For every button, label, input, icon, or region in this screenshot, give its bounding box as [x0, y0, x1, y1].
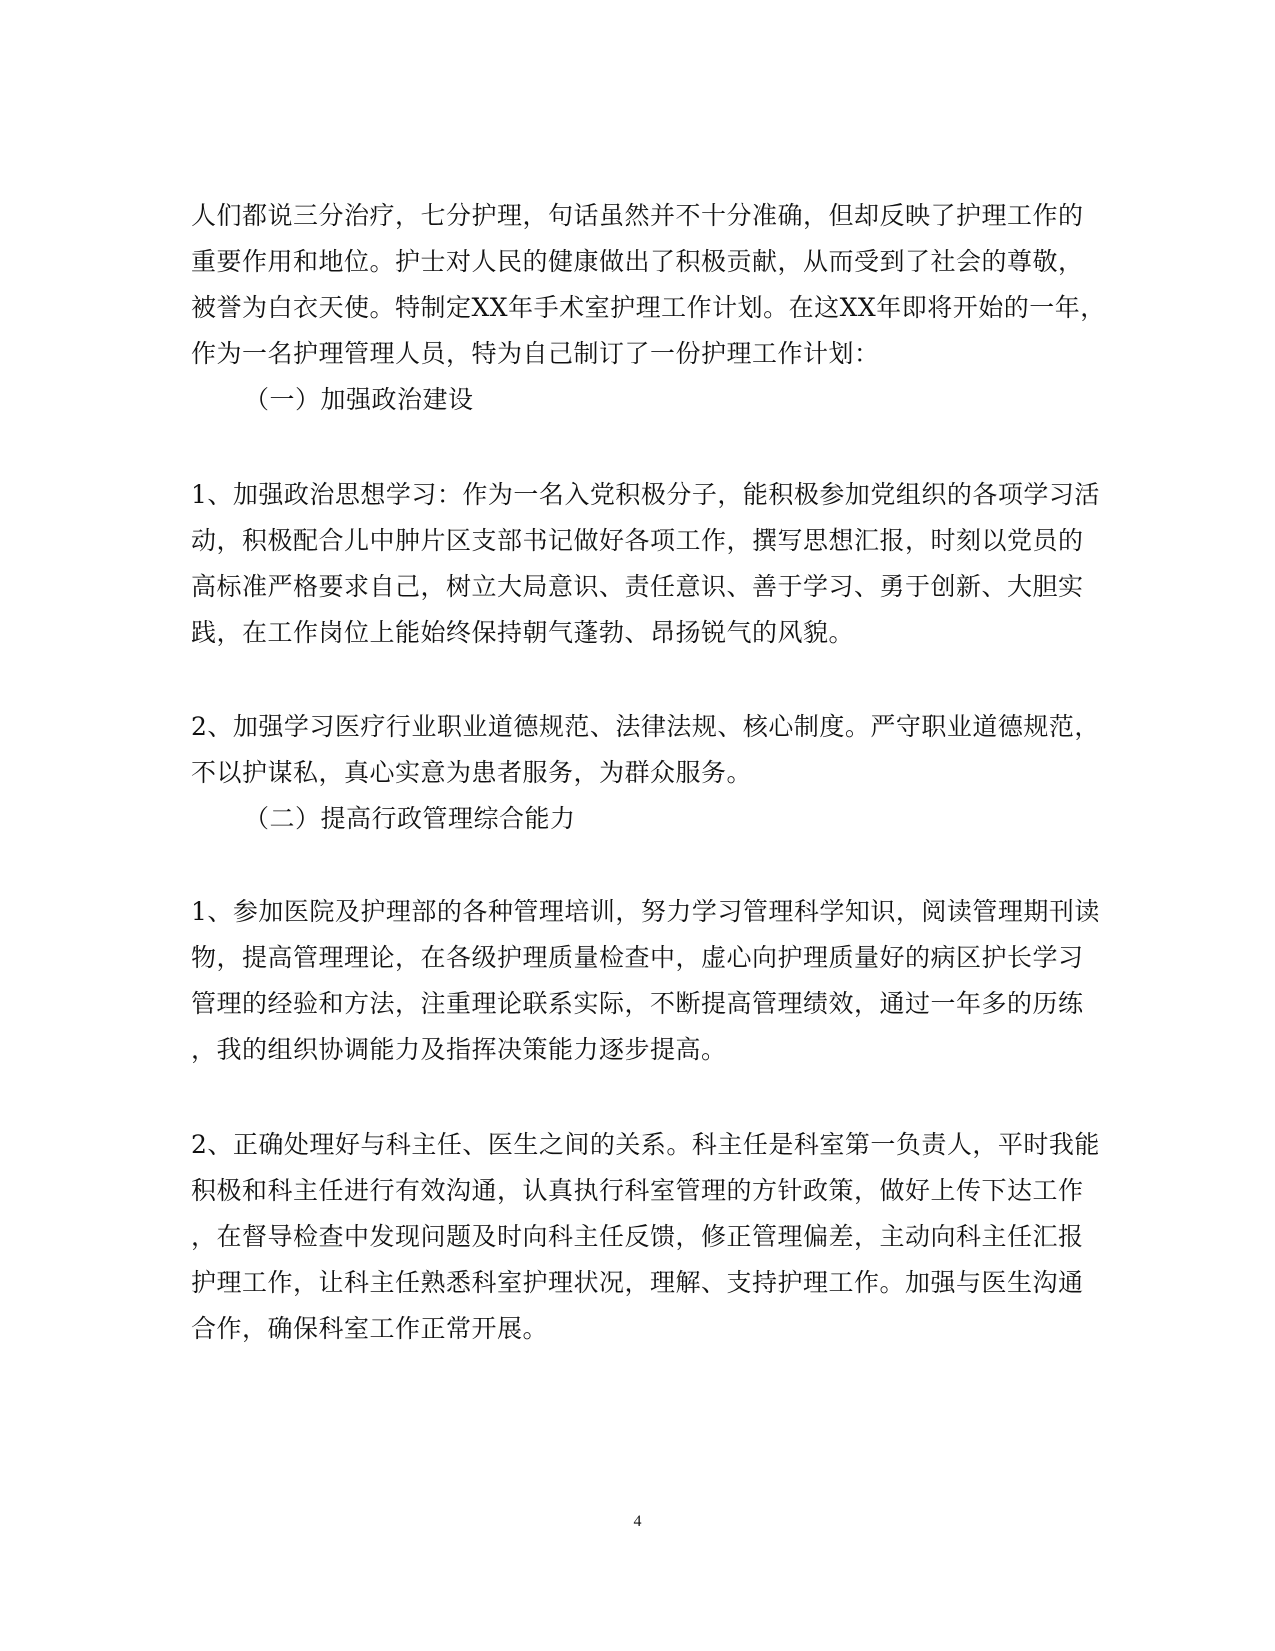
paragraph-line: ，在督导检查中发现问题及时向科主任反馈，修正管理偏差，主动向科主任汇报 — [191, 1222, 1084, 1251]
paragraph-line: 1、参加医院及护理部的各种管理培训，努力学习管理科学知识，阅读管理期刊读 — [191, 897, 1100, 926]
paragraph-line: 高标准严格要求自己，树立大局意识、责任意识、善于学习、勇于创新、大胆实 — [191, 572, 1084, 601]
paragraph-line: 合作，确保科室工作正常开展。 — [191, 1314, 549, 1343]
paragraph-line: 重要作用和地位。护士对人民的健康做出了积极贡献，从而受到了社会的尊敬， — [191, 247, 1084, 276]
section-heading: （一）加强政治建设 — [244, 385, 474, 414]
paragraph-line: ，我的组织协调能力及指挥决策能力逐步提高。 — [191, 1035, 727, 1064]
page-number: 4 — [633, 1513, 642, 1530]
paragraph-line: 动，积极配合儿中肿片区支部书记做好各项工作，撰写思想汇报，时刻以党员的 — [191, 526, 1084, 555]
paragraph-line: 1、加强政治思想学习：作为一名入党积极分子，能积极参加党组织的各项学习活 — [191, 480, 1100, 509]
paragraph-line: 2、加强学习医疗行业职业道德规范、法律法规、核心制度。严守职业道德规范， — [191, 712, 1100, 741]
paragraph-line: 不以护谋私，真心实意为患者服务，为群众服务。 — [191, 758, 753, 787]
paragraph-line: 积极和科主任进行有效沟通，认真执行科室管理的方针政策，做好上传下达工作 — [191, 1176, 1084, 1205]
paragraph-line: 护理工作，让科主任熟悉科室护理状况，理解、支持护理工作。加强与医生沟通 — [191, 1268, 1084, 1297]
paragraph-line: 物，提高管理理论，在各级护理质量检查中，虚心向护理质量好的病区护长学习 — [191, 943, 1084, 972]
paragraph-line: 作为一名护理管理人员，特为自己制订了一份护理工作计划： — [191, 339, 880, 368]
section-heading: （二）提高行政管理综合能力 — [244, 804, 576, 833]
paragraph-line: 2、正确处理好与科主任、医生之间的关系。科主任是科室第一负责人，平时我能 — [191, 1130, 1100, 1159]
paragraph-line: 管理的经验和方法，注重理论联系实际，不断提高管理绩效，通过一年多的历练 — [191, 989, 1084, 1018]
paragraph-line: 践，在工作岗位上能始终保持朝气蓬勃、昂扬锐气的风貌。 — [191, 618, 855, 647]
paragraph-line: 被誉为白衣天使。特制定XX年手术室护理工作计划。在这XX年即将开始的一年， — [191, 293, 1106, 322]
paragraph-line: 人们都说三分治疗，七分护理，句话虽然并不十分准确，但却反映了护理工作的 — [191, 201, 1084, 230]
